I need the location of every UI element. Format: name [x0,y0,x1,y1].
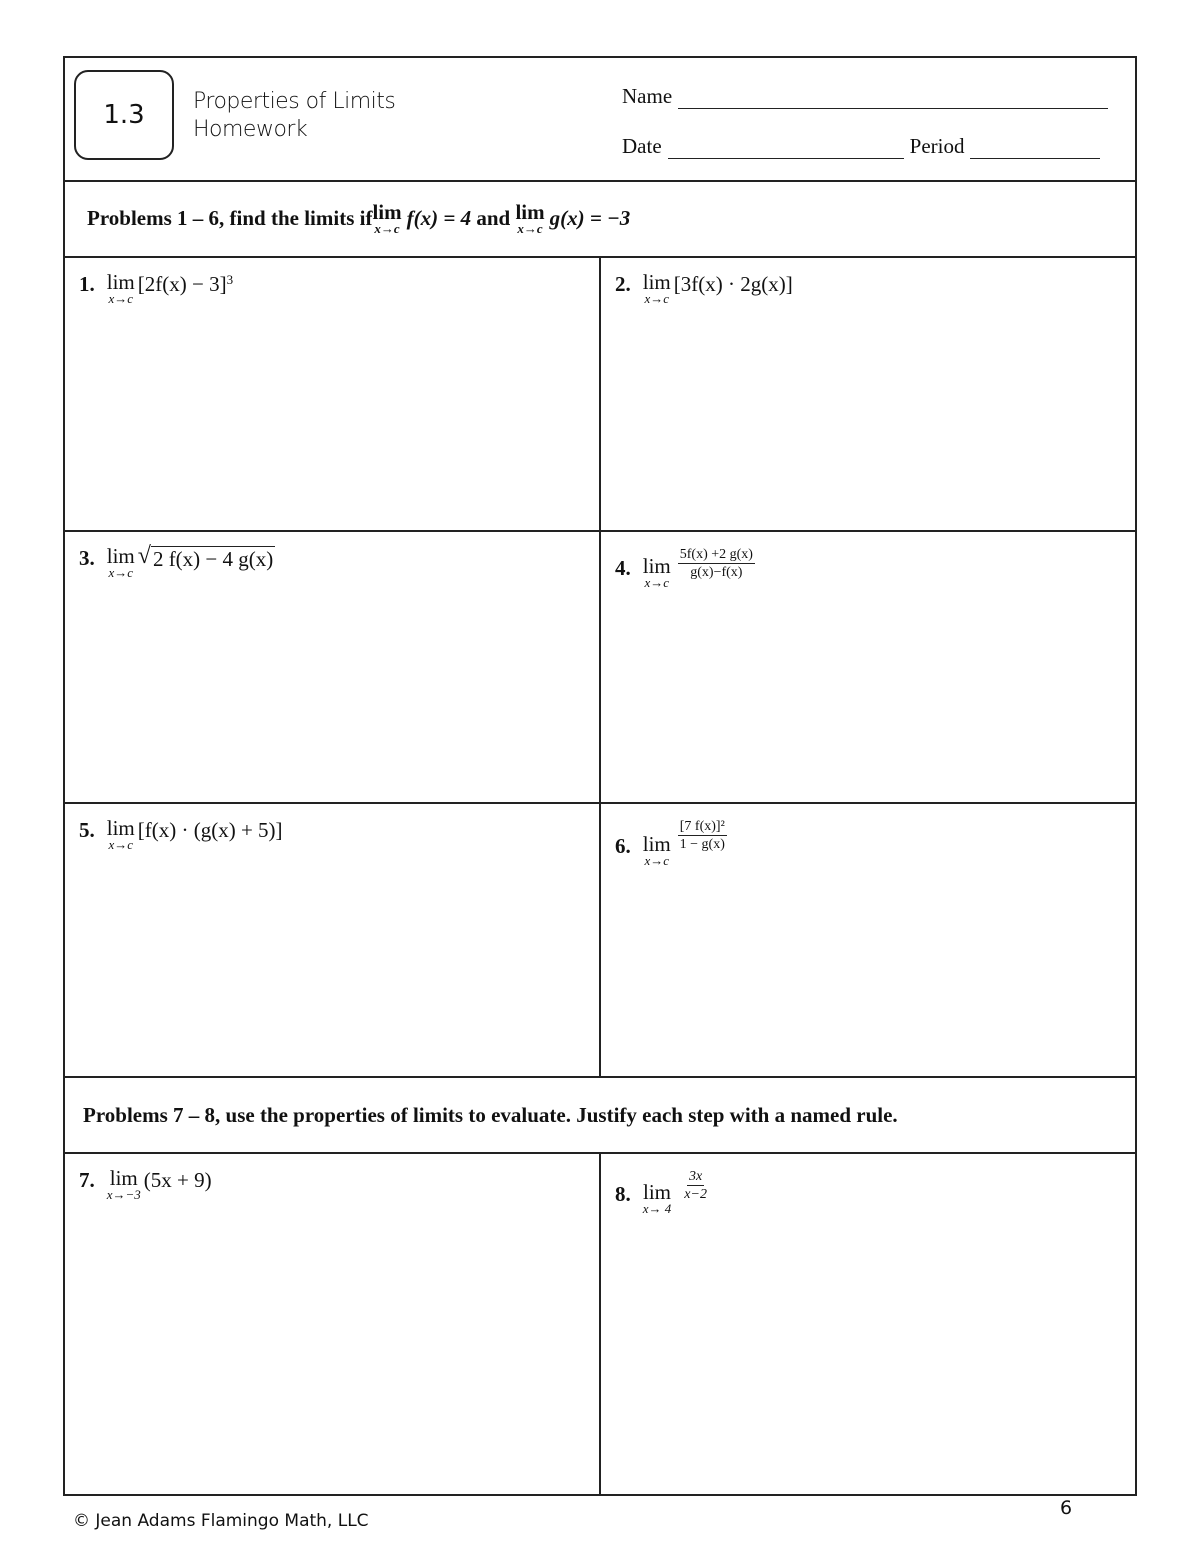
problem-4-cell[interactable] [601,532,1135,802]
problem-6: 6. lim x→c $\frac{\text{[7 f(x)]²}}{1 - g(x)}$ [615,819,725,868]
f-limit-value: f(x) = 4 [406,205,472,230]
problem-3: 3. lim x→c √ 2 f(x) − 4 g(x) [79,543,274,580]
problem-7: 7. lim x→−3 (5x + 9) [79,1166,212,1202]
date-field [622,134,1100,159]
instruction-text: Problems 1 – 6, find the limits if [87,205,373,230]
problem-8: 8. lim x→ 4 $\frac{3x}{x-2}$ [615,1169,707,1216]
section1-instruction [65,180,1135,258]
problem-1-cell[interactable] [65,258,601,530]
g-limit-value: g(x) = −3 [549,205,631,230]
problem-1: 1. lim x→c [2f(x) − 3] $^3$ [79,270,234,306]
period-label: Period [909,134,965,158]
title-line-2: Homework [193,117,308,142]
lim-g: lim x→c [515,199,545,236]
problem-8-cell[interactable] [601,1154,1135,1496]
date-label: Date [622,134,662,158]
worksheet-title [193,88,395,144]
and-word: and [471,205,516,230]
problem-6-cell[interactable] [601,804,1135,1076]
date-line[interactable] [668,138,904,159]
problem-5: 5. lim x→c [f(x) · (g(x) + 5)] [79,816,283,852]
problem-7-cell[interactable] [65,1154,601,1496]
problem-5-cell[interactable] [65,804,601,1076]
worksheet [63,56,1137,1496]
name-line[interactable] [678,88,1108,109]
lim-f: lim x→c [372,199,402,236]
section2-instruction: Problems 7 – 8, use the properties of limits to evaluate. Justify each step with a named rule. [65,1078,1135,1154]
period-line[interactable] [970,138,1100,159]
name-field [622,84,1108,109]
problem-2-cell[interactable] [601,258,1135,530]
title-line-1: Properties of Limits [193,89,396,114]
problem-2: 2. lim x→c [3f(x) · 2g(x)] [615,270,793,306]
problem-row-2 [65,532,1135,804]
problem-4: 4. lim x→c $\frac{5f(x) +2 g(x)}{g(x)-f(x)}$ [615,547,753,590]
copyright-footer: © Jean Adams Flamingo Math, LLC [73,1511,369,1531]
problem-row-4 [65,1154,1135,1496]
problem-3-cell[interactable] [65,532,601,802]
problem-row-3 [65,804,1135,1078]
worksheet-header [65,58,1135,182]
page-number: 6 [1060,1497,1073,1519]
name-label: Name [622,84,673,108]
problem-row-1 [65,258,1135,532]
lesson-badge: 1.3 [74,70,174,160]
